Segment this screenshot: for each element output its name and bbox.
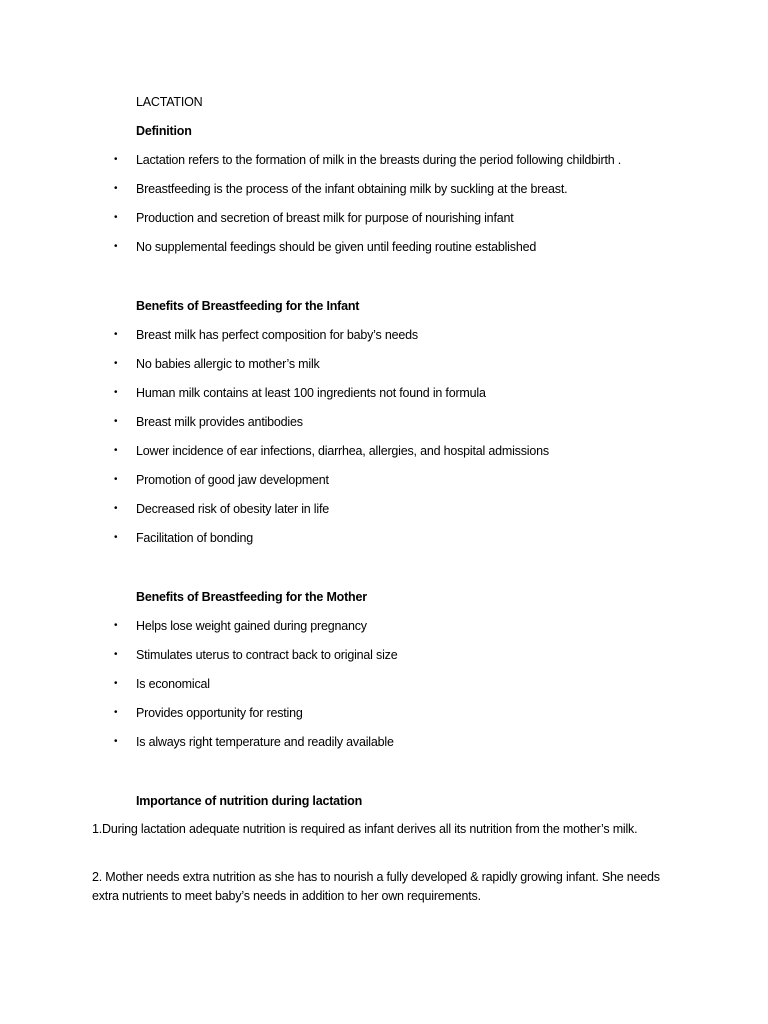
list-item: [0, 472, 768, 488]
bullet-icon: •: [114, 532, 118, 543]
list-item: [0, 705, 768, 721]
list-item-text: Is economical: [136, 677, 210, 691]
list-item-text: Provides opportunity for resting: [136, 706, 303, 720]
list-item-text: Breast milk has perfect composition for baby’s needs: [136, 328, 418, 342]
bullet-icon: •: [114, 154, 118, 165]
bullet-icon: •: [114, 707, 118, 718]
list-item: [0, 239, 768, 255]
list-item-text: Stimulates uterus to contract back to original size: [136, 648, 398, 662]
bullet-icon: •: [114, 736, 118, 747]
list-item-text: No supplemental feedings should be given until feeding routine established: [136, 240, 537, 254]
nutrition-paragraph-1: 1.During lactation adequate nutrition is required as infant derives all its nutrition from the mother’s milk.: [92, 822, 638, 836]
list-item-text: Lactation refers to the formation of milk in the breasts during the period following childbirth .: [136, 153, 622, 167]
list-item-text: Promotion of good jaw development: [136, 473, 329, 487]
bullet-icon: •: [114, 620, 118, 631]
bullet-icon: •: [114, 474, 118, 485]
list-item-text: No babies allergic to mother’s milk: [136, 357, 320, 371]
list-item: [0, 443, 768, 459]
bullet-icon: •: [114, 329, 118, 340]
bullet-icon: •: [114, 183, 118, 194]
list-item-text: Production and secretion of breast milk for purpose of nourishing infant: [136, 211, 514, 225]
nutrition-paragraph-2: 2. Mother needs extra nutrition as she has to nourish a fully developed & rapidly growing infant. She needs extra nutrients to meet baby’s needs in addition to her own requirements.: [92, 870, 660, 903]
nutrition-heading: Importance of nutrition during lactation: [136, 794, 363, 808]
list-item: [0, 327, 768, 343]
list-item-text: Lower incidence of ear infections, diarrhea, allergies, and hospital admissions: [136, 444, 549, 458]
bullet-icon: •: [114, 445, 118, 456]
mother-benefits-heading: Benefits of Breastfeeding for the Mother: [136, 590, 367, 604]
list-item: [0, 530, 768, 546]
document-title: LACTATION: [136, 95, 203, 109]
list-item: [0, 676, 768, 692]
list-item-text: Helps lose weight gained during pregnancy: [136, 619, 367, 633]
list-item-text: Decreased risk of obesity later in life: [136, 502, 329, 516]
bullet-icon: •: [114, 212, 118, 223]
list-item: [0, 618, 768, 634]
bullet-icon: •: [114, 678, 118, 689]
list-item-text: Facilitation of bonding: [136, 531, 254, 545]
bullet-icon: •: [114, 387, 118, 398]
bullet-icon: •: [114, 649, 118, 660]
list-item: [0, 152, 768, 168]
list-item-text: Is always right temperature and readily available: [136, 735, 394, 749]
list-item: [0, 414, 768, 430]
bullet-icon: •: [114, 503, 118, 514]
list-item: [0, 647, 768, 663]
list-item-text: Human milk contains at least 100 ingredients not found in formula: [136, 386, 486, 400]
list-item-text: Breastfeeding is the process of the infant obtaining milk by suckling at the breast.: [136, 182, 568, 196]
list-item: [0, 501, 768, 517]
list-item: [0, 356, 768, 372]
list-item: [0, 181, 768, 197]
bullet-icon: •: [114, 241, 118, 252]
list-item-text: Breast milk provides antibodies: [136, 415, 303, 429]
bullet-icon: •: [114, 416, 118, 427]
list-item: [0, 385, 768, 401]
list-item: [0, 210, 768, 226]
infant-benefits-heading: Benefits of Breastfeeding for the Infant: [136, 299, 360, 313]
bullet-icon: •: [114, 358, 118, 369]
list-item: [0, 734, 768, 750]
definition-heading: Definition: [136, 124, 192, 138]
